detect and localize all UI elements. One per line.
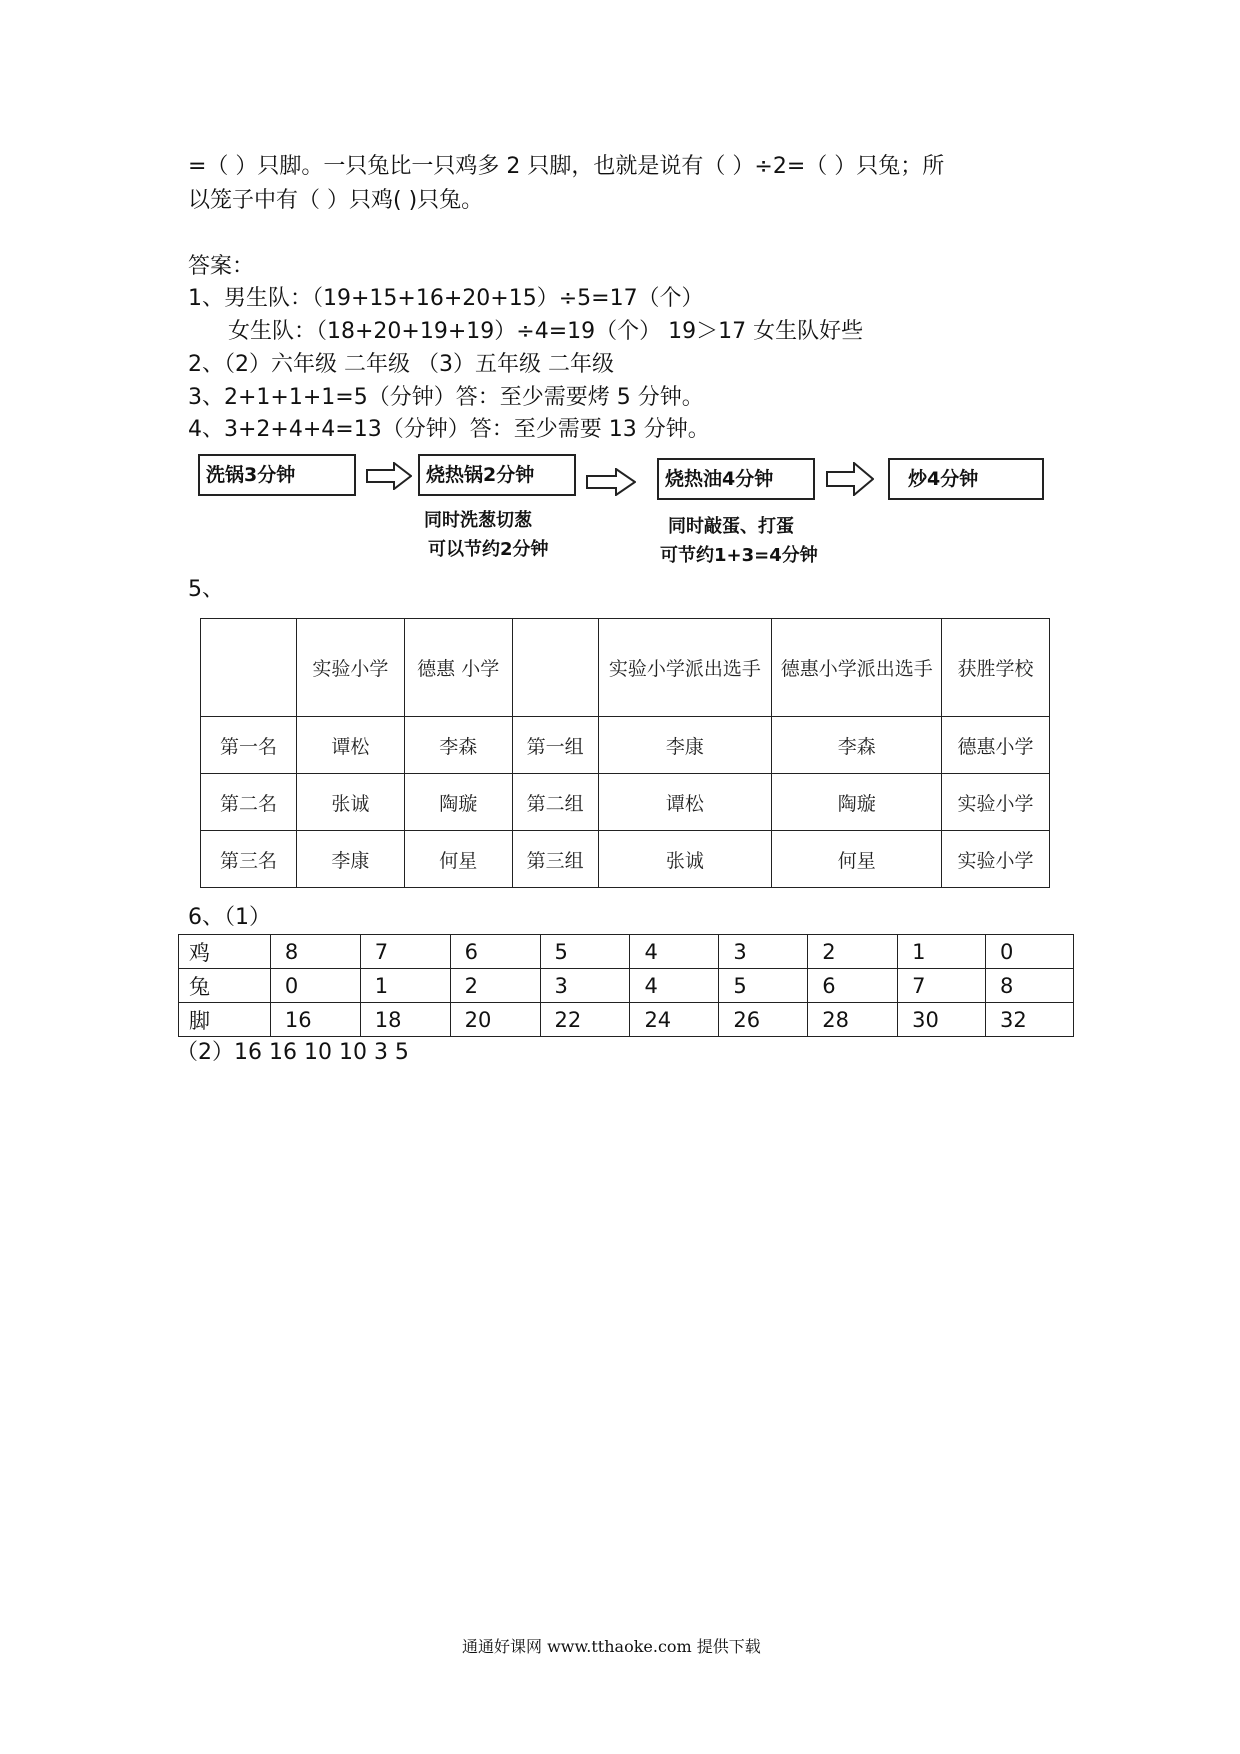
table-cell: 0	[270, 969, 360, 1003]
flow-note-2-line-1: 同时敲蛋、打蛋	[668, 516, 794, 537]
table-cell: 德惠小学	[942, 717, 1050, 774]
table-cell: 实验小学	[942, 774, 1050, 831]
table-cell: 7	[898, 969, 986, 1003]
table-row	[179, 1003, 1074, 1037]
table-cell: 第二名	[201, 774, 297, 831]
answers-heading: 答案：	[188, 254, 255, 279]
table-cell: 7	[360, 935, 450, 969]
flow-step-4: 炒4分钟	[888, 458, 1044, 500]
table-cell: 6	[450, 935, 540, 969]
flow-step-1: 洗锅3分钟	[198, 454, 356, 496]
table-cell: 实验小学	[942, 831, 1050, 888]
table-cell: 5	[540, 935, 630, 969]
table-cell: 获胜学校	[942, 619, 1050, 717]
table-cell: 3	[540, 969, 630, 1003]
answer-1-line-2: 女生队：（18+20+19+19）÷4=19（个） 19＞17 女生队好些	[228, 319, 864, 344]
table-cell: 何星	[772, 831, 942, 888]
table-row	[179, 935, 1074, 969]
table-cell: 德惠 小学	[404, 619, 512, 717]
table-cell: 20	[450, 1003, 540, 1037]
table-cell: 22	[540, 1003, 630, 1037]
table-cell: 5	[719, 969, 808, 1003]
flow-note-2-line-2: 可节约1+3=4分钟	[660, 545, 818, 566]
table-cell: 2	[450, 969, 540, 1003]
table-cell: 32	[986, 1003, 1074, 1037]
answer-1-line-1: 1、男生队：（19+15+16+20+15）÷5=17（个）	[188, 286, 704, 311]
flow-arrow-2-icon	[586, 468, 636, 496]
table-cell: 3	[719, 935, 808, 969]
answer-5-label: 5、	[188, 577, 224, 602]
table-cell: 实验小学	[296, 619, 404, 717]
table-cell: 谭松	[598, 774, 772, 831]
table-cell: 第二组	[512, 774, 598, 831]
table-cell: 张诚	[296, 774, 404, 831]
table-cell: 李森	[772, 717, 942, 774]
table-cell: 8	[986, 969, 1074, 1003]
row-label: 鸡	[179, 935, 271, 969]
table-cell	[201, 619, 297, 717]
table-header-row	[201, 619, 1050, 717]
table-cell: 30	[898, 1003, 986, 1037]
page-footer: 通通好课网 www.tthaoke.com 提供下载	[462, 1637, 761, 1656]
table-row	[179, 969, 1074, 1003]
answer-6-part-2: （2）16 16 10 10 3 5	[176, 1040, 409, 1065]
table-cell: 陶璇	[404, 774, 512, 831]
flow-step-3: 烧热油4分钟	[657, 458, 815, 500]
table-cell: 李康	[598, 717, 772, 774]
table-cell	[512, 619, 598, 717]
table-cell: 谭松	[296, 717, 404, 774]
table-cell: 实验小学派出选手	[598, 619, 772, 717]
answer-2: 2、（2）六年级 二年级 （3）五年级 二年级	[188, 352, 614, 377]
table-cell: 24	[630, 1003, 719, 1037]
answer-4: 4、3+2+4+4=13（分钟）答：至少需要 13 分钟。	[188, 417, 710, 442]
chicken-rabbit-table	[178, 934, 1074, 1037]
flow-step-2: 烧热锅2分钟	[418, 454, 576, 496]
table-cell: 4	[630, 969, 719, 1003]
table-cell: 1	[898, 935, 986, 969]
row-label: 脚	[179, 1003, 271, 1037]
table-cell: 李康	[296, 831, 404, 888]
table-cell: 德惠小学派出选手	[772, 619, 942, 717]
matchup-table	[200, 618, 1050, 888]
flow-note-1-line-2: 可以节约2分钟	[428, 539, 549, 560]
table-cell: 2	[808, 935, 898, 969]
table-cell: 26	[719, 1003, 808, 1037]
table-cell: 李森	[404, 717, 512, 774]
table-row	[201, 717, 1050, 774]
table-cell: 张诚	[598, 831, 772, 888]
flow-arrow-1-icon	[366, 462, 412, 490]
flow-arrow-3-icon	[826, 462, 874, 496]
table-cell: 第一组	[512, 717, 598, 774]
flow-note-1-line-1: 同时洗葱切葱	[424, 510, 532, 531]
table-cell: 陶璇	[772, 774, 942, 831]
table-cell: 18	[360, 1003, 450, 1037]
table-cell: 第一名	[201, 717, 297, 774]
table-row	[201, 831, 1050, 888]
table-cell: 第三名	[201, 831, 297, 888]
table-cell: 1	[360, 969, 450, 1003]
table-cell: 6	[808, 969, 898, 1003]
row-label: 兔	[179, 969, 271, 1003]
table-cell: 何星	[404, 831, 512, 888]
table-cell: 8	[270, 935, 360, 969]
table-cell: 4	[630, 935, 719, 969]
table-cell: 28	[808, 1003, 898, 1037]
table-cell: 第三组	[512, 831, 598, 888]
problem-line-2: 以笼子中有（ ）只鸡( )只兔。	[188, 188, 484, 213]
table-row	[201, 774, 1050, 831]
answer-6-label: 6、（1）	[188, 905, 271, 930]
answer-3: 3、2+1+1+1=5（分钟）答：至少需要烤 5 分钟。	[188, 385, 704, 410]
problem-line-1: =（ ）只脚。一只兔比一只鸡多 2 只脚，也就是说有（ ）÷2=（ ）只兔；所	[188, 154, 945, 179]
table-cell: 0	[986, 935, 1074, 969]
table-cell: 16	[270, 1003, 360, 1037]
